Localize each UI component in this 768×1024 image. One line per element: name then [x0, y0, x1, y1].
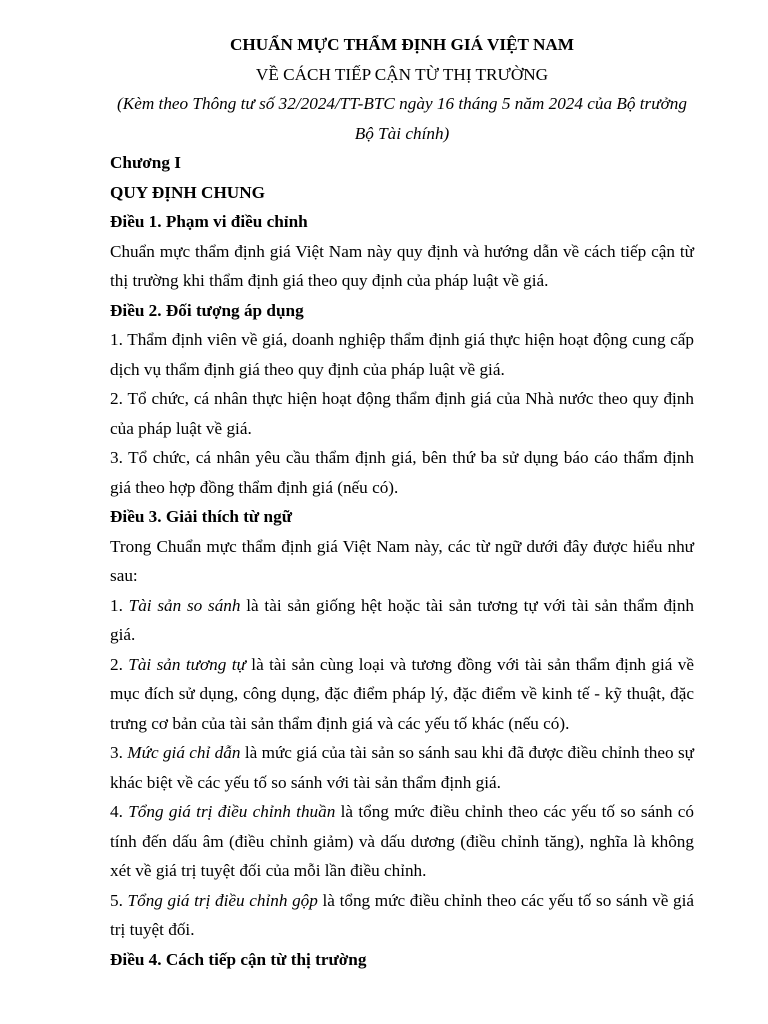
- definition-text: là tổng mức điều chỉnh theo các yếu tố so sánh về giá trị tuyệt đối.: [110, 890, 694, 939]
- definition-number: 5.: [110, 890, 128, 910]
- document-subtitle: VỀ CÁCH TIẾP CẬN TỪ THỊ TRƯỜNG: [255, 64, 549, 84]
- definition-text: là tài sản cùng loại và tương đồng với tài sản thẩm định giá về mục đích sử dụng, công dụng, đặc điểm pháp lý, đặc điểm về kinh tế - kỹ thuật, đặc trưng cơ bản của tài sản thẩm định giá và các yếu tố khác (nếu có).: [110, 654, 694, 733]
- document-citation: (Kèm theo Thông tư số 32/2024/TT-BTC ngày 16 tháng 5 năm 2024 của Bộ trưởng Bộ Tài chính): [117, 94, 687, 143]
- definition-text: là mức giá của tài sản so sánh sau khi đã được điều chỉnh theo sự khác biệt về các yếu tố so sánh với tài sản thẩm định giá.: [110, 743, 694, 792]
- article-2-item: 1. Thẩm định viên về giá, doanh nghiệp thẩm định giá thực hiện hoạt động cung cấp dịch vụ thẩm định giá theo quy định của pháp luật về giá.: [110, 330, 694, 379]
- definition-item: [110, 738, 694, 797]
- document-title: CHUẨN MỰC THẨM ĐỊNH GIÁ VIỆT NAM: [229, 35, 575, 54]
- definition-term: Tài sản so sánh: [128, 595, 241, 615]
- definition-item: [110, 886, 694, 945]
- definition-term: Tổng giá trị điều chỉnh thuần: [128, 802, 336, 821]
- article-1-heading: Điều 1. Phạm vi điều chỉnh: [110, 212, 308, 231]
- article-2-item: 2. Tổ chức, cá nhân thực hiện hoạt động thẩm định giá của Nhà nước theo quy định của pháp luật về giá.: [110, 389, 694, 438]
- document-page: [110, 30, 694, 974]
- definition-term: Mức giá chỉ dẫn: [127, 743, 241, 762]
- definition-number: 1.: [110, 595, 129, 615]
- definition-term: Tài sản tương tự: [128, 654, 246, 674]
- definition-text: là tài sản giống hệt hoặc tài sản tương tự với tài sản thẩm định giá.: [110, 595, 695, 644]
- definition-number: 3.: [110, 743, 128, 762]
- chapter-title: QUY ĐỊNH CHUNG: [110, 182, 266, 202]
- article-3-heading: Điều 3. Giải thích từ ngữ: [110, 507, 293, 526]
- article-1-body: Chuẩn mực thẩm định giá Việt Nam này quy định và hướng dẫn về cách tiếp cận từ thị trường khi thẩm định giá theo quy định của pháp luật về giá.: [110, 241, 694, 290]
- chapter-label: Chương I: [110, 153, 181, 172]
- article-4-heading: Điều 4. Cách tiếp cận từ thị trường: [110, 949, 367, 969]
- definition-term: Tổng giá trị điều chỉnh gộp: [127, 890, 318, 910]
- definition-item: [110, 591, 694, 650]
- definition-number: 2.: [110, 654, 129, 674]
- definition-number: 4.: [110, 802, 129, 821]
- definition-item: [110, 650, 694, 739]
- article-2-item: 3. Tổ chức, cá nhân yêu cầu thẩm định giá, bên thứ ba sử dụng báo cáo thẩm định giá theo hợp đồng thẩm định giá (nếu có).: [110, 448, 694, 497]
- article-2-heading: Điều 2. Đối tượng áp dụng: [110, 300, 304, 320]
- definition-item: [110, 797, 694, 886]
- definition-text: là tổng mức điều chỉnh theo các yếu tố so sánh có tính đến dấu âm (điều chỉnh giảm) và dấu dương (điều chỉnh tăng), nghĩa là không xét về giá trị tuyệt đối của mỗi lần điều chỉnh.: [110, 802, 694, 880]
- article-3-intro: Trong Chuẩn mực thẩm định giá Việt Nam này, các từ ngữ dưới đây được hiểu như sau:: [110, 536, 694, 585]
